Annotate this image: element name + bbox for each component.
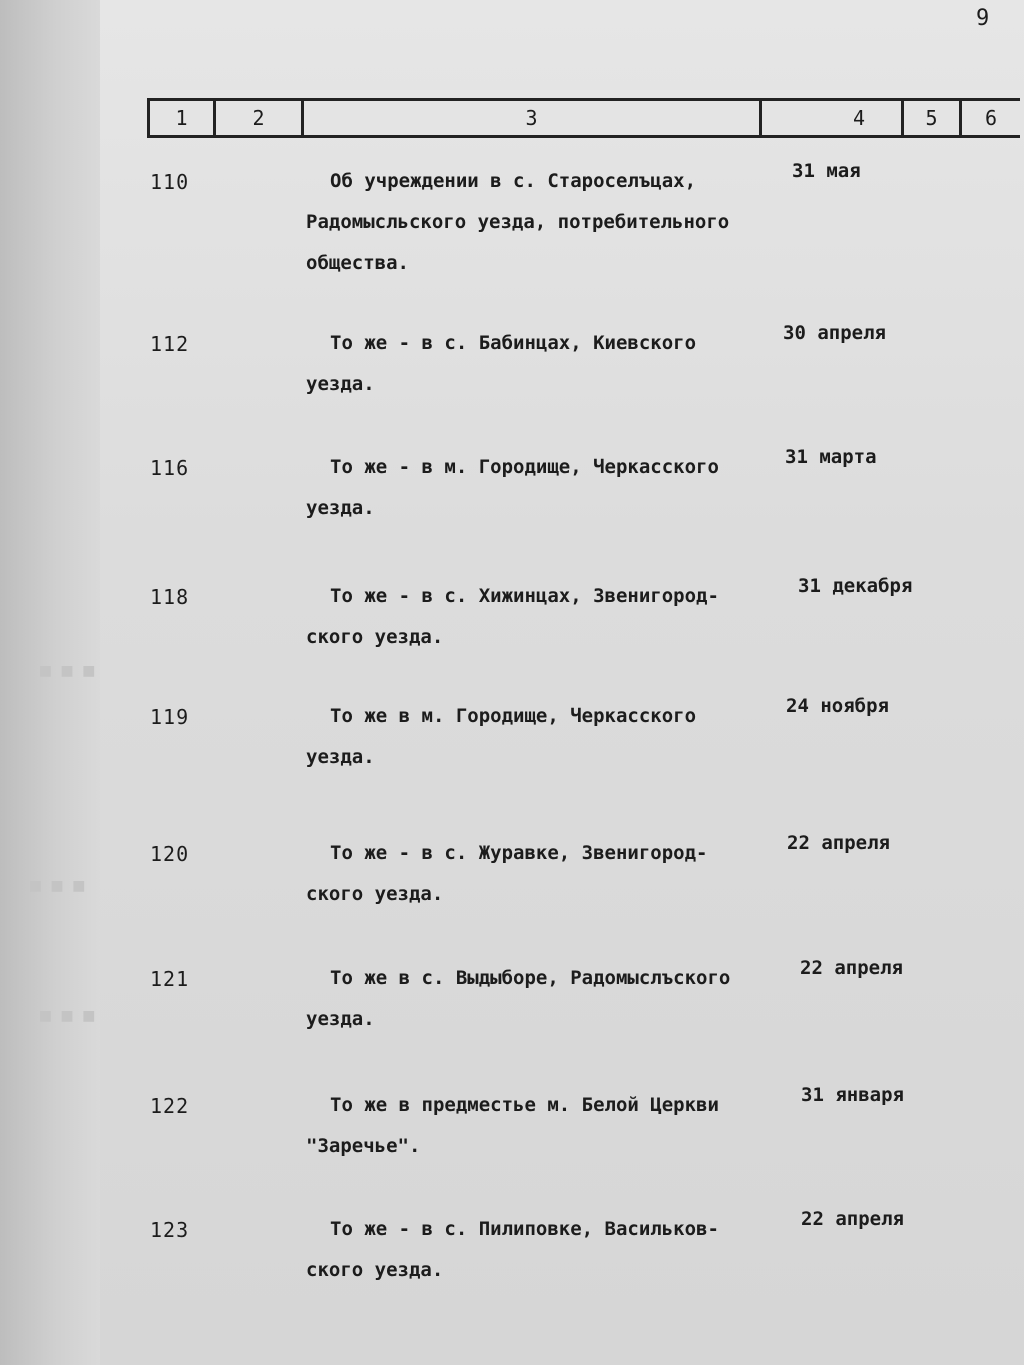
description-line: уезда. [306,497,375,519]
row-number: 121 [150,967,190,991]
row-number: 123 [150,1218,190,1242]
description-line: уезда. [306,373,375,395]
table-header [147,98,1020,138]
row-date: 31 марта [785,446,877,468]
description-line: общества. [306,252,409,274]
row-description [306,1085,796,1167]
row-date: 31 января [801,1084,904,1106]
description-line: ского уезда. [306,1259,444,1281]
description-line: То же в предместье м. Белой Церкви [330,1094,719,1116]
row-description [306,447,796,529]
header-col-6: 6 [959,101,1020,135]
row-description [306,576,796,658]
row-date: 24 ноября [786,695,889,717]
header-col-3: 3 [301,101,759,135]
bleed-through-mark: ■ ■ ■ [40,660,95,681]
header-col-4: 4 [759,101,901,135]
row-number: 119 [150,705,190,729]
row-number: 120 [150,842,190,866]
row-date: 22 апреля [787,832,890,854]
row-number: 118 [150,585,190,609]
row-number: 110 [150,170,190,194]
row-number: 116 [150,456,190,480]
bleed-through-mark: ■ ■ ■ [30,875,85,896]
description-line: То же в с. Выдыборе, Радомыслъского [330,967,731,989]
description-line: ского уезда. [306,626,444,648]
description-line: То же - в с. Хижинцах, Звенигород- [330,585,719,607]
header-col-5: 5 [901,101,959,135]
description-line: уезда. [306,746,375,768]
row-description [306,323,796,405]
row-description [306,958,796,1040]
row-date: 22 апреля [801,1208,904,1230]
header-col-2: 2 [213,101,301,135]
description-line: ского уезда. [306,883,444,905]
page-number: 9 [976,6,990,31]
description-line: "Заречье". [306,1135,421,1157]
row-date: 22 апреля [800,957,903,979]
description-line: То же - в м. Городище, Черкасского [330,456,719,478]
description-line: То же - в с. Бабинцах, Киевского [330,332,697,354]
description-line: То же - в с. Журавке, Звенигород- [330,842,708,864]
row-description [306,161,796,284]
bleed-through-mark: ■ ■ ■ [40,1005,95,1026]
row-number: 122 [150,1094,190,1118]
header-col-1: 1 [147,101,213,135]
description-line: Об учреждении в с. Староселъцах, [330,170,697,192]
row-description [306,833,796,915]
description-line: То же в м. Городище, Черкасского [330,705,697,727]
row-description [306,696,796,778]
row-date: 31 декабря [798,575,913,597]
row-description [306,1209,796,1291]
row-date: 31 мая [792,160,861,182]
row-number: 112 [150,332,190,356]
description-line: Радомысльского уезда, потребительного [306,211,730,233]
row-date: 30 апреля [783,322,886,344]
description-line: То же - в с. Пилиповке, Васильков- [330,1218,719,1240]
description-line: уезда. [306,1008,375,1030]
